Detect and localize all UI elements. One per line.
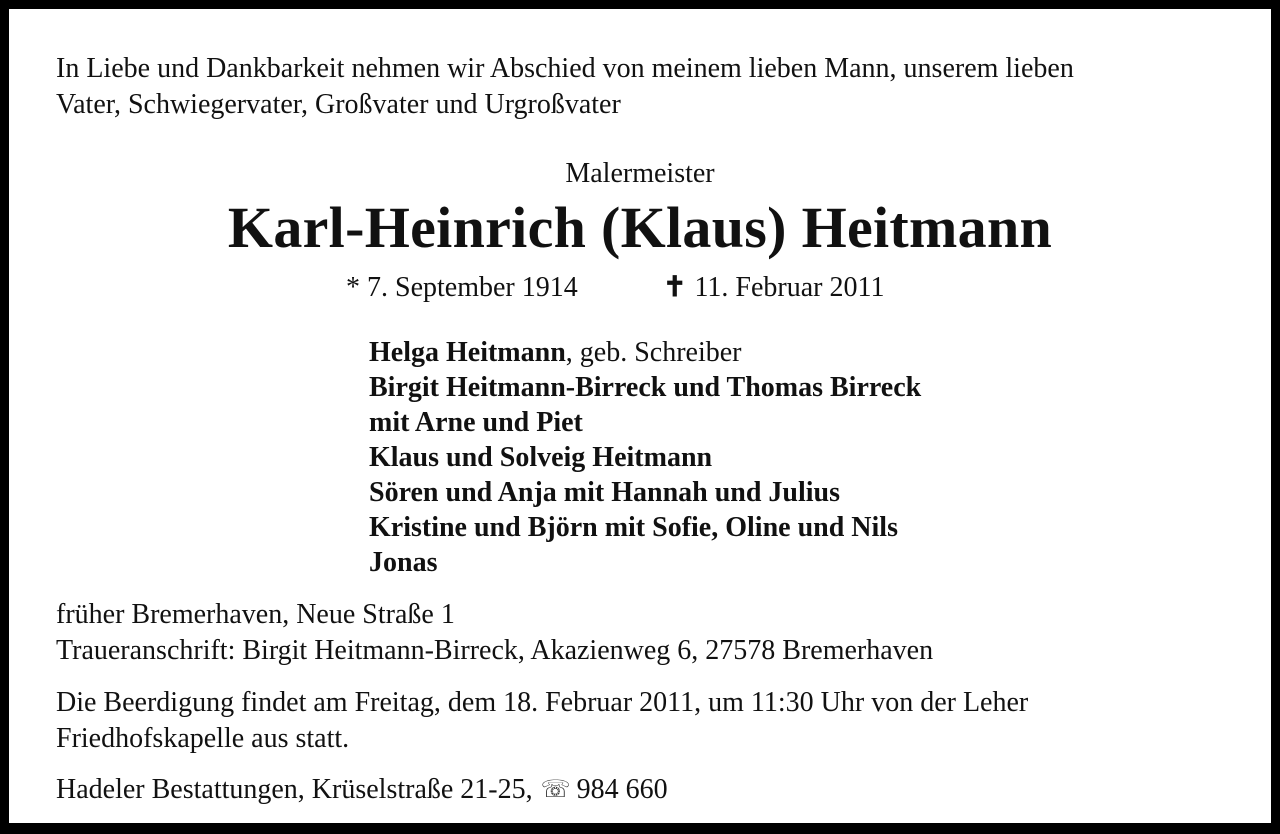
death-date-line bbox=[663, 270, 884, 306]
undertaker-phone: 984 660 bbox=[576, 774, 668, 805]
widow-name: Helga Heitmann bbox=[369, 337, 566, 368]
family-line: Jonas bbox=[369, 547, 438, 578]
family-line: Klaus und Solveig Heitmann bbox=[369, 442, 713, 473]
intro-line-1: In Liebe und Dankbarkeit nehmen wir Abschied von meinem lieben Mann, unserem lieben bbox=[56, 53, 1074, 84]
telephone-icon: ☏ bbox=[540, 777, 571, 803]
birth-date: * 7. September 1914 bbox=[346, 272, 578, 303]
funeral-info-line-1: Die Beerdigung findet am Freitag, dem 18. Februar 2011, um 11:30 Uhr von der Leher bbox=[56, 687, 1029, 718]
mourning-address: Traueranschrift: Birgit Heitmann-Birreck, Akazienweg 6, 27578 Bremerhaven bbox=[56, 635, 934, 666]
profession: Malermeister bbox=[565, 158, 715, 189]
deceased-name: Karl-Heinrich (Klaus) Heitmann bbox=[227, 195, 1053, 260]
family-line: Birgit Heitmann-Birreck und Thomas Birreck bbox=[369, 372, 922, 403]
cross-icon: ✝ bbox=[663, 272, 687, 303]
widow-maiden-name: , geb. Schreiber bbox=[565, 337, 742, 368]
family-line-widow bbox=[369, 335, 741, 371]
death-date: 11. Februar 2011 bbox=[694, 272, 885, 303]
undertaker-address: Hadeler Bestattungen, Krüselstraße 21-25, bbox=[56, 774, 533, 805]
undertaker-line bbox=[56, 772, 668, 808]
family-line: mit Arne und Piet bbox=[369, 407, 583, 438]
intro-line-2: Vater, Schwiegervater, Großvater und Urgroßvater bbox=[56, 89, 621, 120]
family-line: Kristine und Björn mit Sofie, Oline und Nils bbox=[369, 512, 898, 543]
family-line: Sören und Anja mit Hannah und Julius bbox=[369, 477, 841, 508]
funeral-info-line-2: Friedhofskapelle aus statt. bbox=[56, 723, 350, 754]
former-address: früher Bremerhaven, Neue Straße 1 bbox=[56, 599, 455, 630]
